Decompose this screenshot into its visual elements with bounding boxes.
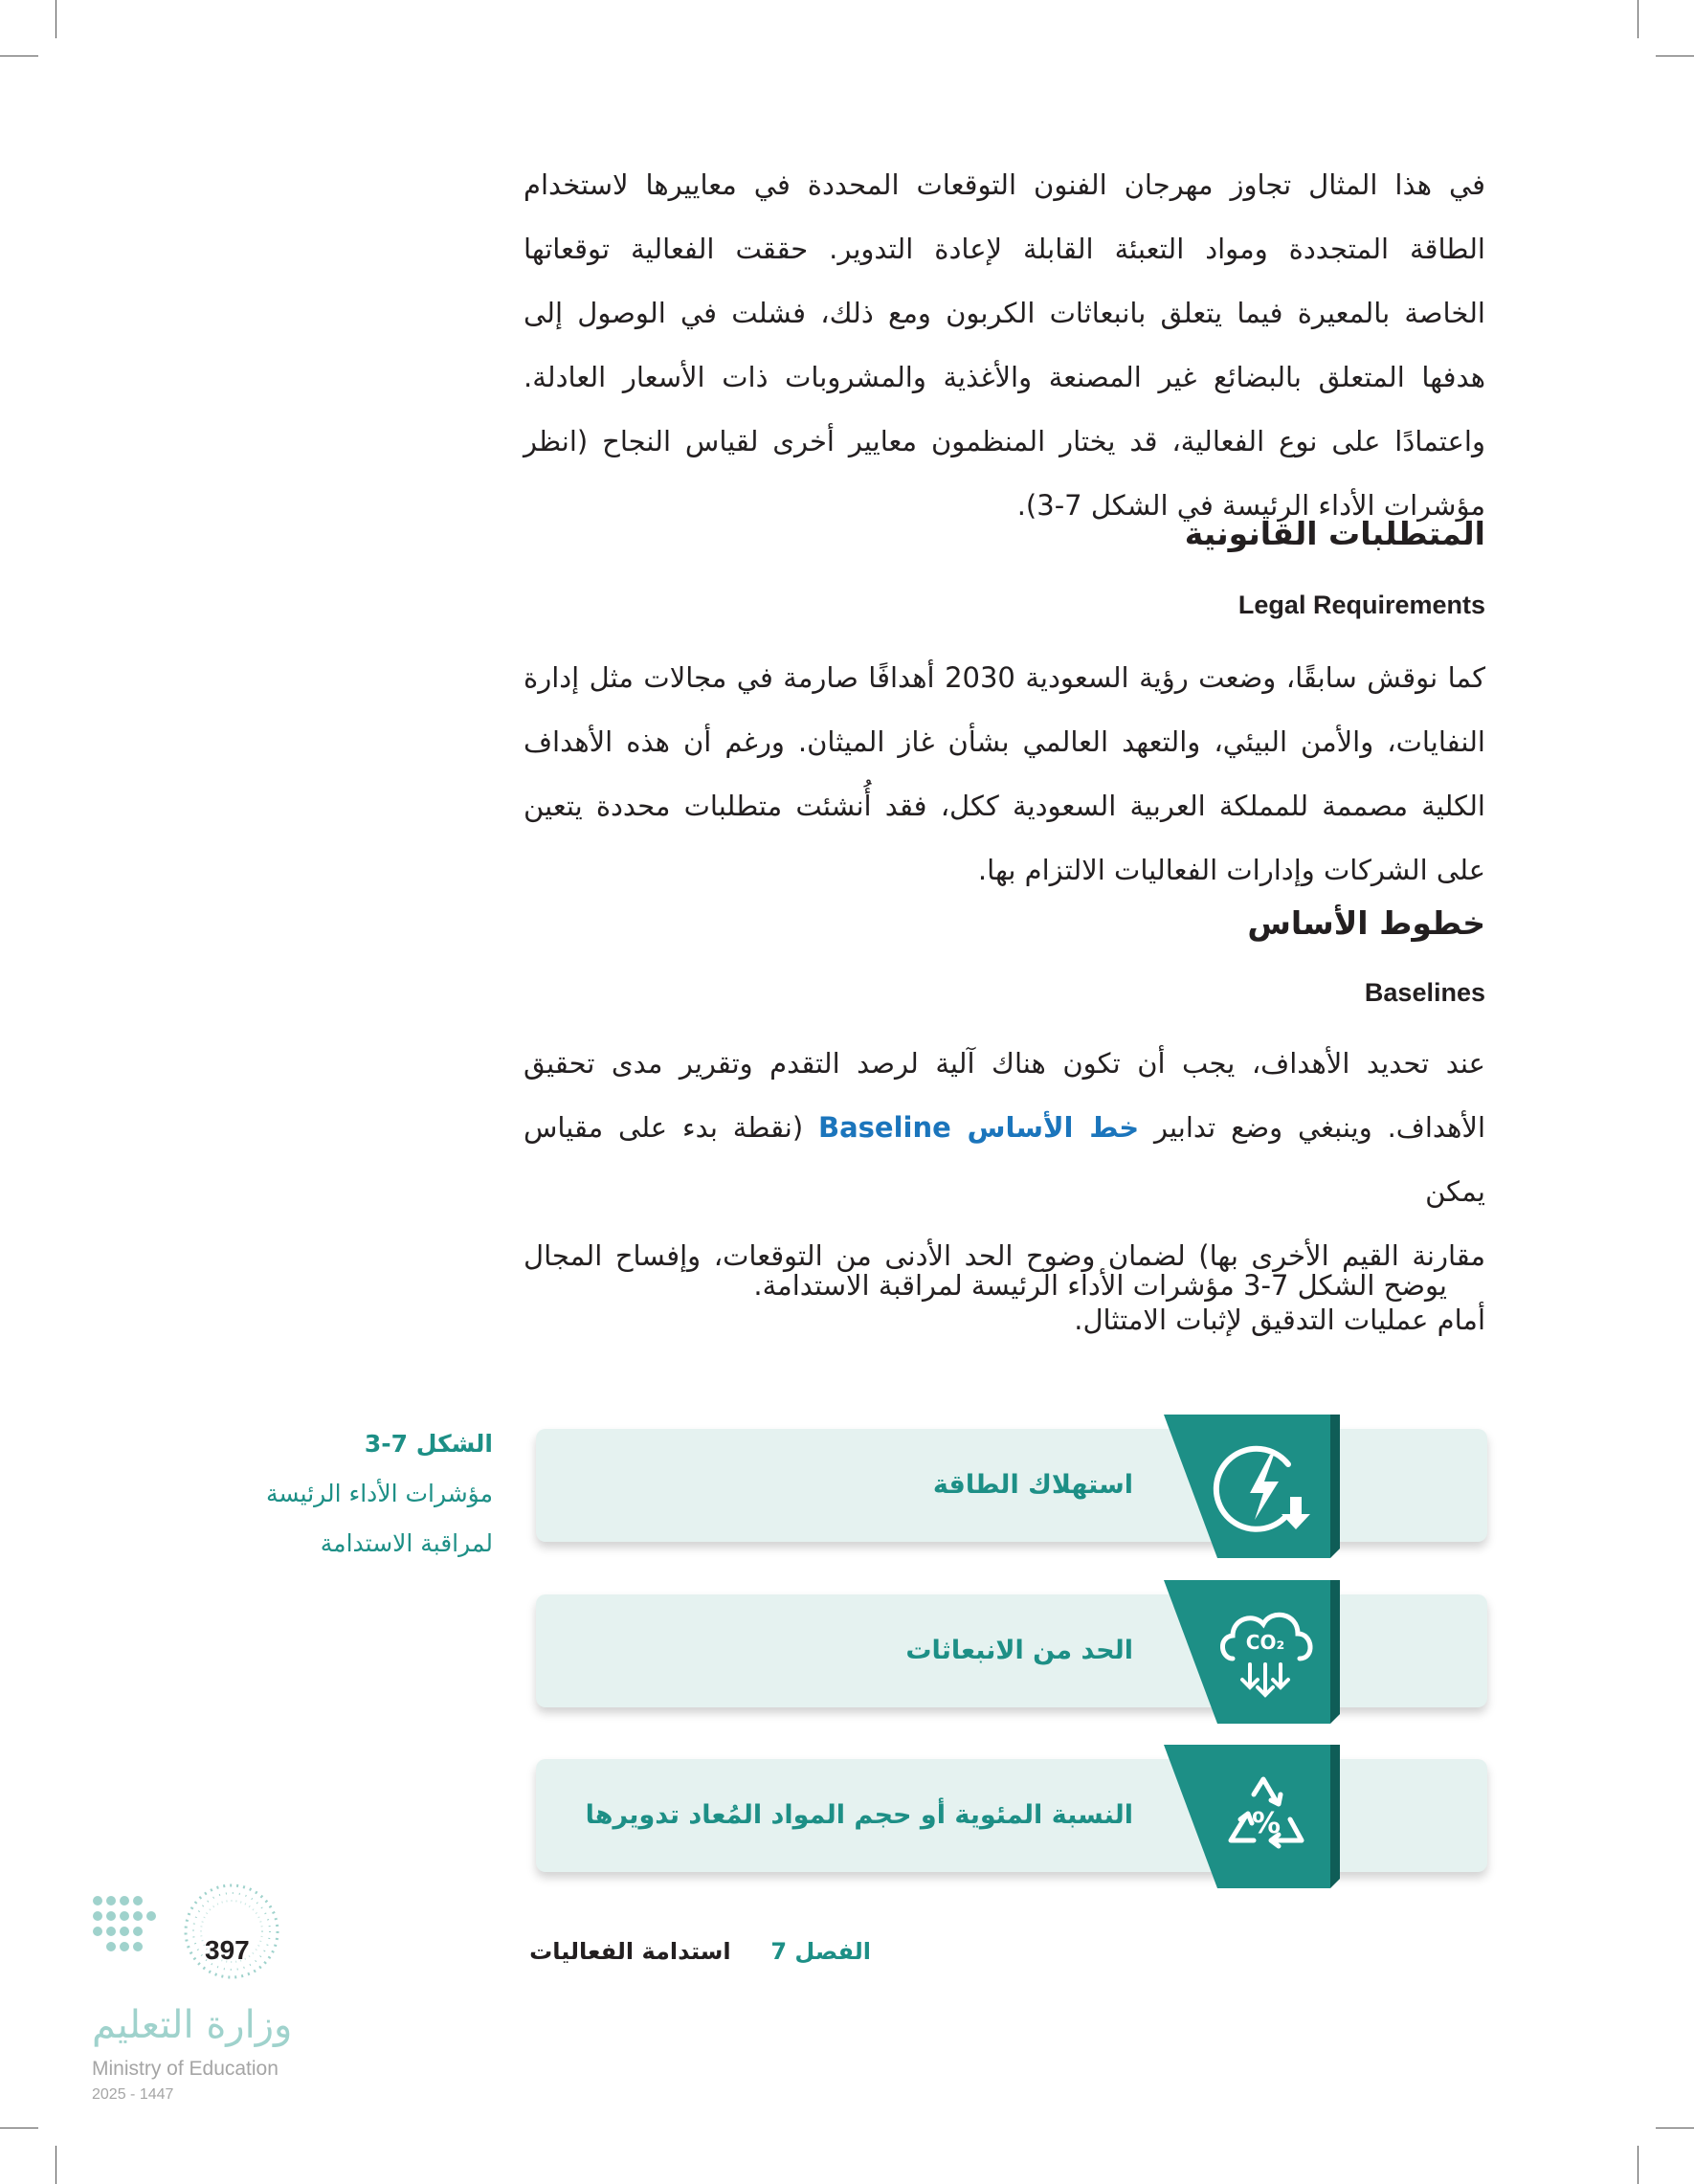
- figure-caption: [266, 1419, 493, 1569]
- heading-baselines-en: Baselines: [1364, 978, 1485, 1007]
- figure-caption-line1: مؤشرات الأداء الرئيسة: [265, 1480, 493, 1507]
- heading-baselines-ar: خطوط الأساس: [1247, 904, 1485, 942]
- kpi-bar-recycling: [536, 1759, 1487, 1872]
- kpi-label: الحد من الانبعاثات: [905, 1636, 1133, 1665]
- heading-legal-en: Legal Requirements: [1237, 591, 1485, 619]
- co2-text: CO₂: [1245, 1631, 1285, 1654]
- footer-chapter: الفصل 7: [770, 1938, 871, 1965]
- energy-consumption-icon: [1158, 1415, 1340, 1558]
- keyword-baseline: خط الأساس Baseline: [818, 1111, 1140, 1144]
- percent-text: %: [1251, 1807, 1282, 1840]
- kpi-bar-energy: [536, 1429, 1487, 1542]
- kpi-label: النسبة المئوية أو حجم المواد المُعاد تدويرها: [585, 1800, 1133, 1830]
- footer-title: استدامة الفعاليات: [529, 1938, 731, 1965]
- footer-chapter-title: [529, 1938, 871, 1965]
- paragraph-baselines: عند تحديد الأهداف، يجب أن تكون هناك آلية لرصد التقدم وتقرير مدى تحقيق الأهداف. وينبغي وضع تدابير خط الأساس Baseline (نقطة بدء على مقياس يمكن مقارنة القيم الأخرى بها) لضمان وضوح الحد الأدنى من التوقعات، وإفساح المجال أمام عمليات التدقيق لإثبات الامتثال.: [524, 1047, 1486, 1336]
- ministry-name-ar: وزارة التعليم: [92, 2003, 293, 2047]
- ministry-logo-icon: [86, 1883, 316, 1989]
- co2-reduction-icon: [1158, 1580, 1340, 1724]
- paragraph-legal: كما نوقش سابقًا، وضعت رؤية السعودية 2030 أهدافًا صارمة في مجالات مثل إدارة النفايات، والأمن البيئي، والتعهد العالمي بشأن غاز الميثان. ورغم أن هذه الأهداف الكلية مصممة للمملكة العربية السعودية ككل، فقد أُنشئت متطلبات محددة يتعين على الشركات وإدارات الفعاليات الالتزام بها.: [524, 661, 1486, 886]
- paragraph-intro: في هذا المثال تجاوز مهرجان الفنون التوقعات المحددة في معاييرها لاستخدام الطاقة المتجددة ومواد التعبئة القابلة لإعادة التدوير. حققت الفعالية توقعاتها الخاصة بالمعيرة فيما يتعلق بانبعاثات الكربون ومع ذلك، فشلت في الوصول إلى هدفها المتعلق بالبضائع غير المصنعة والأغذية والمشروبات ذات الأسعار العادلة. واعتمادًا على نوع الفعالية، قد يختار المنظمون معايير أخرى لقياس النجاح (انظر مؤشرات الأداء الرئيسة في الشكل 7-3).: [524, 168, 1485, 522]
- recycling-percent-icon: [1158, 1745, 1340, 1888]
- kpi-bar-emissions: [536, 1594, 1487, 1707]
- ministry-name-en: Ministry of Education: [92, 2058, 279, 2080]
- paragraph-figure-ref: يوضح الشكل 7-3 مؤشرات الأداء الرئيسة لمراقبة الاستدامة.: [753, 1269, 1447, 1302]
- figure-number: الشكل 7-3: [364, 1430, 493, 1458]
- heading-legal-ar: المتطلبات القانونية: [1184, 515, 1485, 552]
- ministry-year: 2025 - 1447: [92, 2086, 174, 2103]
- figure-caption-line2: لمراقبة الاستدامة: [320, 1529, 493, 1557]
- kpi-label: استهلاك الطاقة: [932, 1470, 1133, 1500]
- page-number: 397: [205, 1935, 250, 1965]
